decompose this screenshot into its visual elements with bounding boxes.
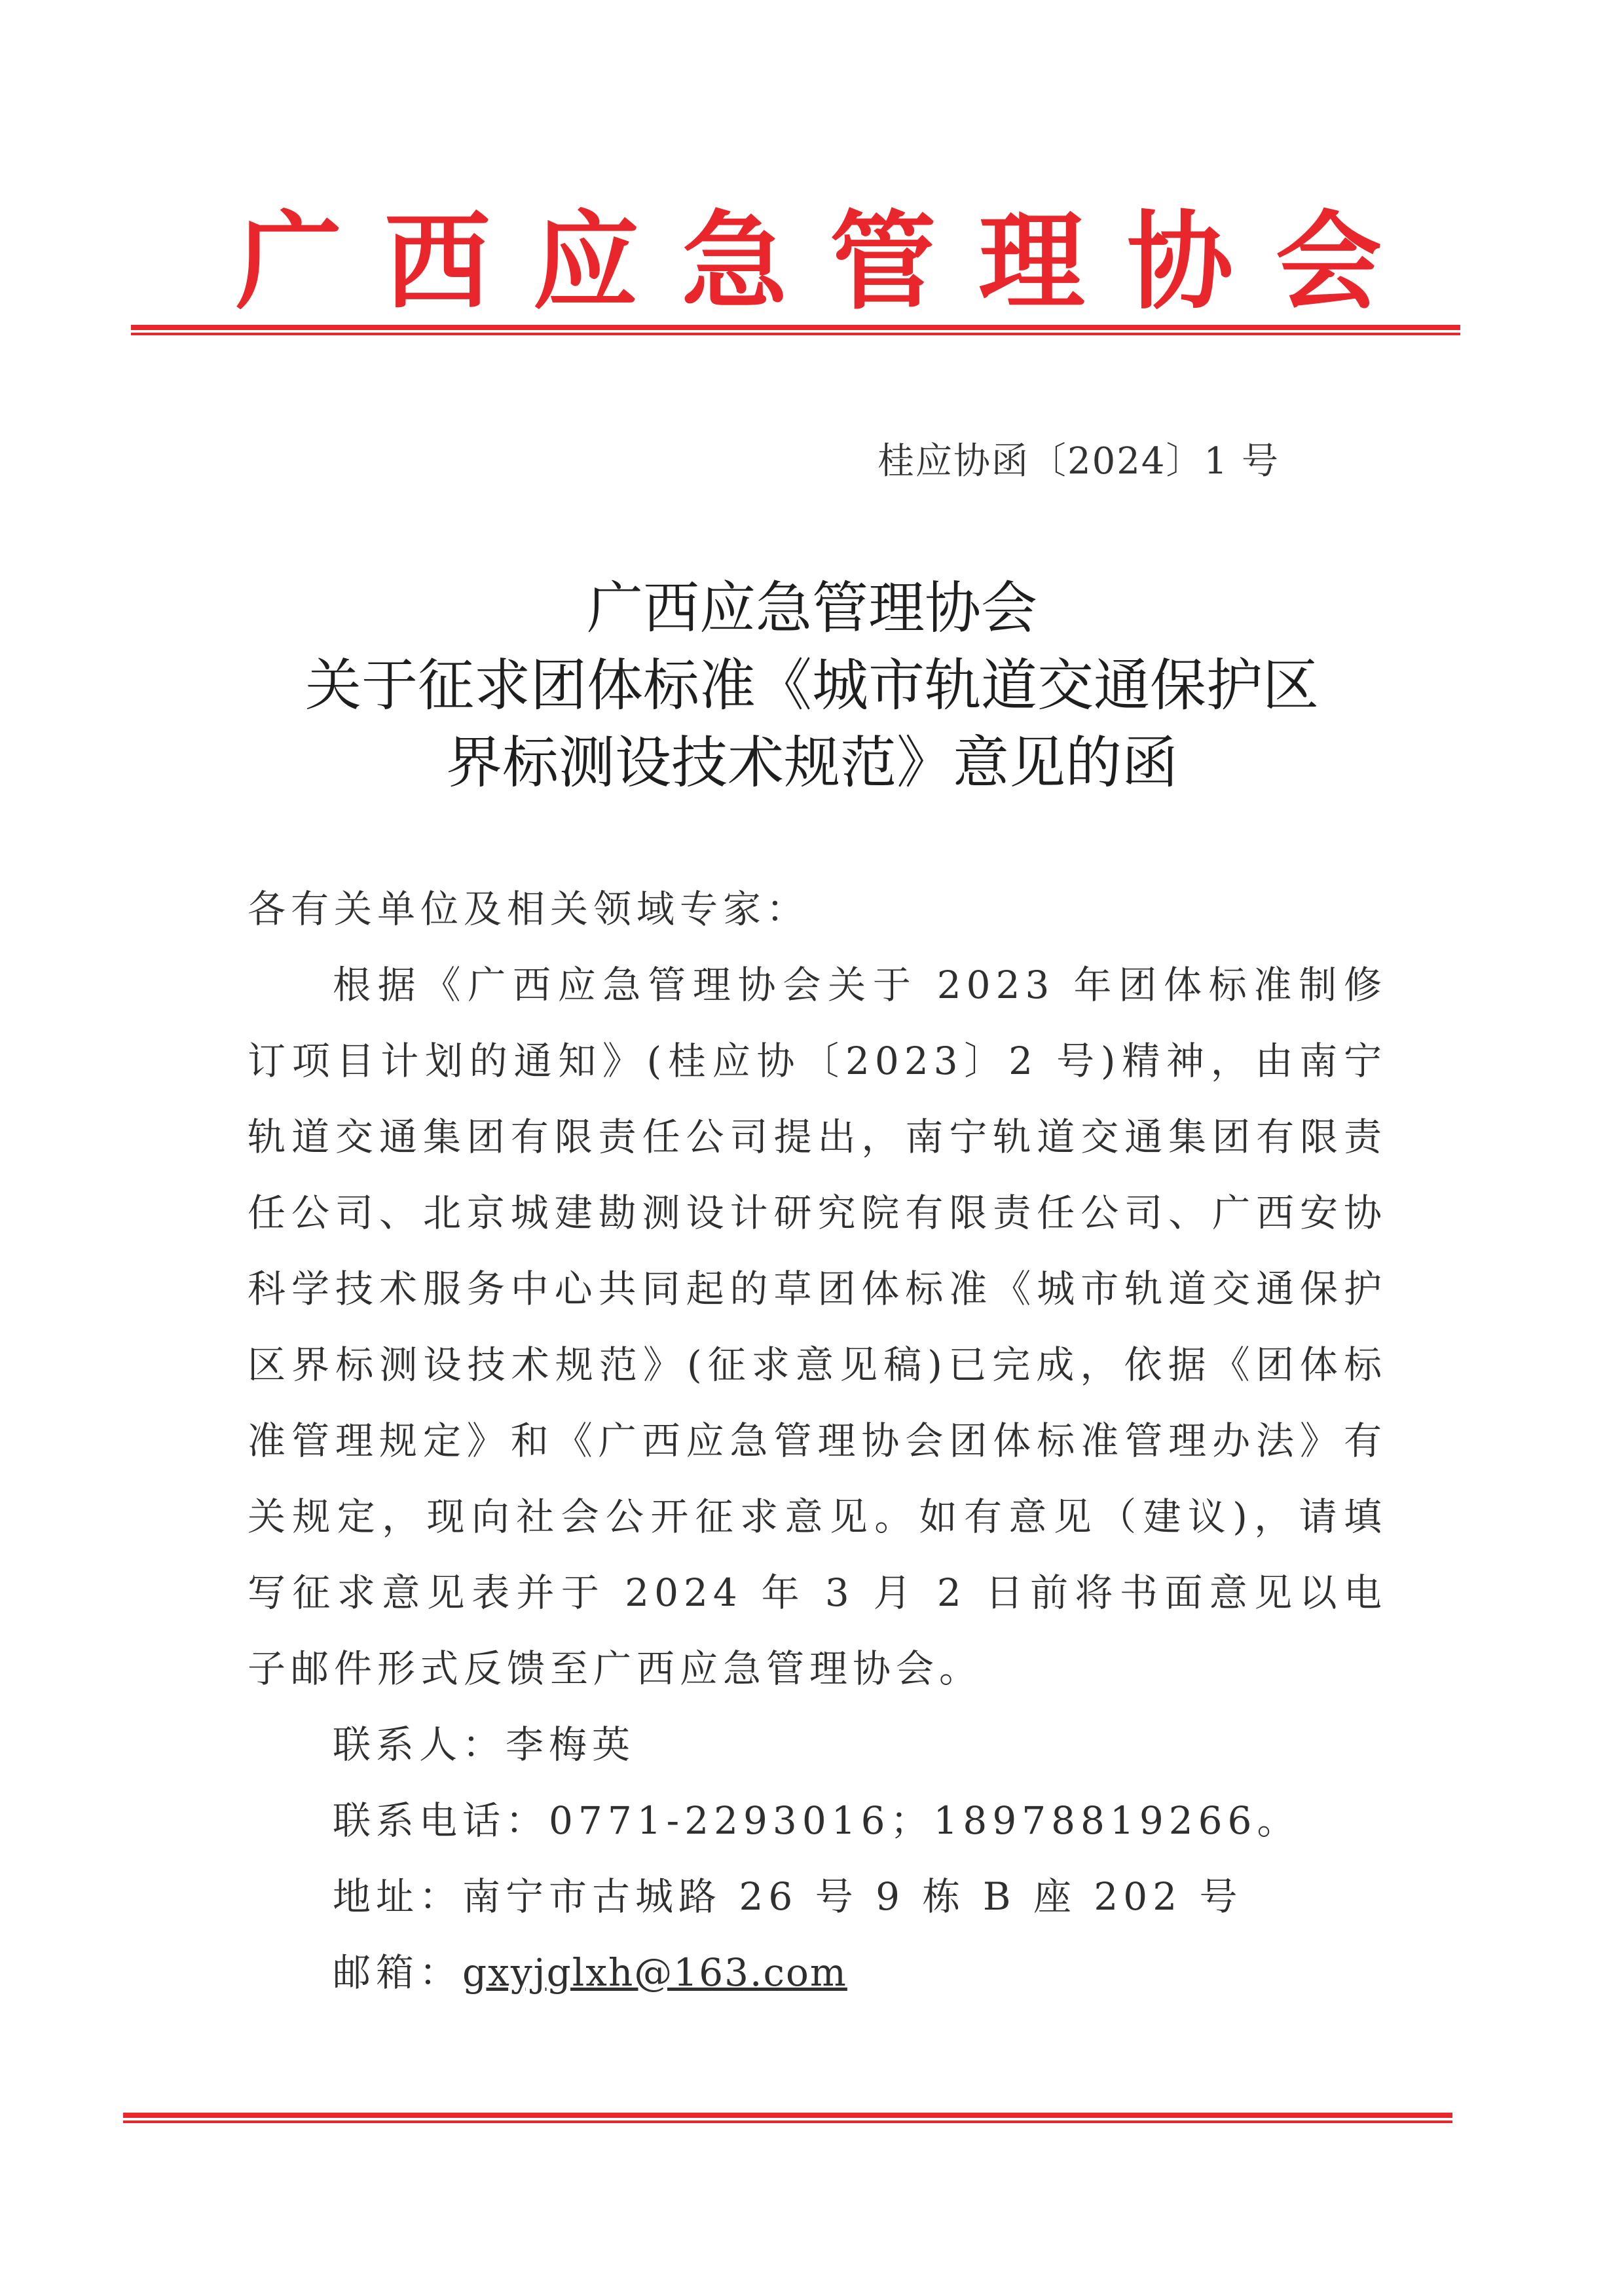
contact-person: 李梅英 xyxy=(506,1722,636,1767)
document-title xyxy=(131,570,1493,802)
salutation: 各有关单位及相关领域专家： xyxy=(248,887,810,931)
letterhead-rule-thick xyxy=(131,325,1460,330)
letterhead-char: 西 xyxy=(384,200,490,324)
contact-address: 南宁市古城路 26 号 9 栋 B 座 202 号 xyxy=(462,1874,1243,1919)
contact-email-link[interactable]: gxyjglxh@163.com xyxy=(462,1950,847,1995)
contact-phone-label: 联系电话： xyxy=(333,1798,549,1843)
footer-rule-thin xyxy=(123,2120,1452,2123)
contact-email-label: 邮箱： xyxy=(333,1950,463,1995)
letterhead-char: 协 xyxy=(1127,200,1234,324)
contact-email-line xyxy=(248,1935,1387,2010)
contact-phone: 0771-2293016；18978819266。 xyxy=(549,1798,1301,1843)
letterhead-title xyxy=(131,196,1460,327)
contact-person-line xyxy=(248,1707,1387,1783)
body-paragraph: 根据《广西应急管理协会关于 2023 年团体标准制修订项目计划的通知》(桂应协〔2023〕2 号)精神，由南宁轨道交通集团有限责任公司提出，南宁轨道交通集团有限责任公司、北京城建勘测设计研究院有限责任公司、广西安协科学技术服务中心共同起的草团体标准《城市轨道交通保护区界标测设技术规范》(征求意见稿)已完成，依据《团体标准管理规定》和《广西应急管理协会团体标准管理办法》有关规定，现向社会公开征求意见。如有意见（建议)，请填写征求意见表并于 2024 年 3 月 2 日前将书面意见以电子邮件形式反馈至广西应急管理协会。 xyxy=(248,963,1387,1691)
title-line-1: 广西应急管理协会 xyxy=(587,576,1037,641)
letterhead-char: 管 xyxy=(830,200,936,324)
letterhead-char: 急 xyxy=(681,200,788,324)
title-line-2: 关于征求团体标准《城市轨道交通保护区 xyxy=(305,653,1319,718)
contact-phone-line xyxy=(248,1783,1387,1859)
letterhead-char: 广 xyxy=(236,200,342,324)
letterhead-rule-thin xyxy=(131,333,1460,335)
contact-address-line xyxy=(248,1859,1387,1935)
footer-rule-thick xyxy=(123,2113,1452,2118)
title-line-3: 界标测设技术规范》意见的函 xyxy=(446,730,1178,796)
letter-body xyxy=(248,871,1387,2010)
letterhead-char: 理 xyxy=(978,200,1085,324)
contact-person-label: 联系人： xyxy=(333,1722,506,1767)
document-number: 桂应协函〔2024〕1 号 xyxy=(877,440,1280,483)
letterhead-char: 会 xyxy=(1275,200,1382,324)
letterhead-char: 应 xyxy=(532,200,639,324)
contact-address-label: 地址： xyxy=(333,1874,463,1919)
